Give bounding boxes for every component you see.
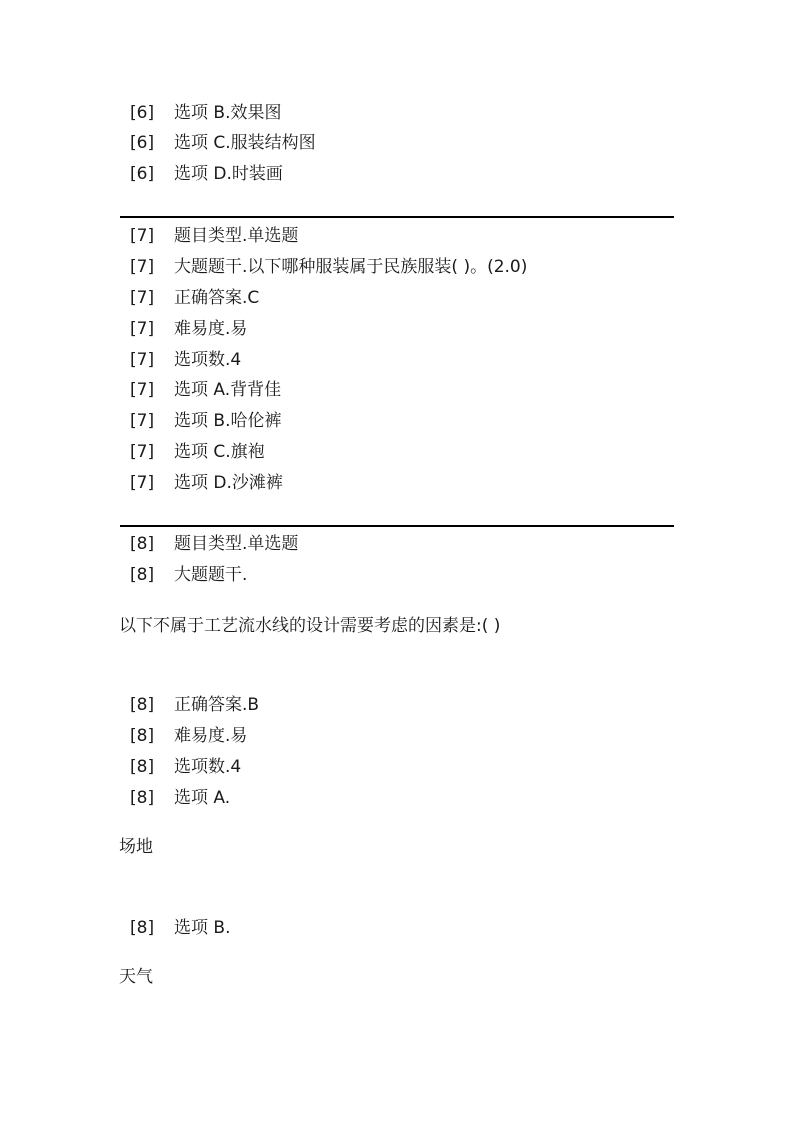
item-text: 选项 B.哈伦裤 — [174, 411, 282, 431]
item-text: 选项 B.效果图 — [174, 103, 282, 123]
item-text: 选项数.4 — [174, 350, 242, 370]
list-item — [130, 694, 259, 716]
list-item — [130, 256, 527, 278]
list-item — [130, 349, 241, 371]
question-number: [8] — [130, 757, 155, 777]
list-item — [130, 787, 230, 809]
question-number: [7] — [130, 442, 155, 462]
list-item — [130, 472, 283, 494]
item-text: 正确答案.B — [174, 695, 260, 715]
list-item — [130, 163, 283, 185]
list-item — [130, 379, 281, 401]
question-number: [7] — [130, 226, 155, 246]
list-item — [130, 756, 241, 778]
question-number: [6] — [130, 103, 155, 123]
item-text: 选项 D.沙滩裤 — [174, 473, 283, 493]
section-divider — [120, 525, 674, 527]
question-number: [6] — [130, 133, 155, 153]
item-text: 选项 D.时装画 — [174, 164, 283, 184]
list-item — [130, 287, 259, 309]
item-text: 题目类型.单选题 — [174, 226, 299, 246]
item-text: 选项 B. — [174, 918, 231, 938]
question-number: [8] — [130, 695, 155, 715]
question-number: [7] — [130, 288, 155, 308]
list-item — [130, 225, 298, 247]
list-item — [130, 102, 281, 124]
list-item — [130, 917, 230, 939]
list-item — [130, 132, 316, 154]
question-number: [8] — [130, 565, 155, 585]
question-number: [8] — [130, 918, 155, 938]
list-item — [130, 410, 281, 432]
item-text: 难易度.易 — [174, 726, 248, 746]
question-number: [7] — [130, 350, 155, 370]
question-number: [8] — [130, 788, 155, 808]
option-b-text: 天气 — [119, 967, 153, 987]
option-a-text: 场地 — [119, 837, 153, 857]
question-number: [8] — [130, 534, 155, 554]
list-item — [130, 533, 298, 555]
item-text: 大题题干.以下哪种服装属于民族服装( )。(2.0) — [174, 257, 528, 277]
list-item — [130, 318, 247, 340]
list-item — [130, 564, 247, 586]
item-text: 正确答案.C — [174, 288, 260, 308]
item-text: 选项 A.背背佳 — [174, 380, 282, 400]
question-stem: 以下不属于工艺流水线的设计需要考虑的因素是:( ) — [119, 616, 501, 636]
item-text: 选项数.4 — [174, 757, 242, 777]
question-number: [7] — [130, 411, 155, 431]
item-text: 大题题干. — [174, 565, 248, 585]
item-text: 难易度.易 — [174, 319, 248, 339]
item-text: 题目类型.单选题 — [174, 534, 299, 554]
item-text: 选项 A. — [174, 788, 231, 808]
list-item — [130, 441, 265, 463]
question-number: [7] — [130, 473, 155, 493]
question-number: [8] — [130, 726, 155, 746]
question-number: [7] — [130, 257, 155, 277]
question-number: [7] — [130, 319, 155, 339]
question-number: [6] — [130, 164, 155, 184]
section-divider — [120, 216, 674, 218]
item-text: 选项 C.服装结构图 — [174, 133, 316, 153]
question-number: [7] — [130, 380, 155, 400]
list-item — [130, 725, 247, 747]
item-text: 选项 C.旗袍 — [174, 442, 265, 462]
